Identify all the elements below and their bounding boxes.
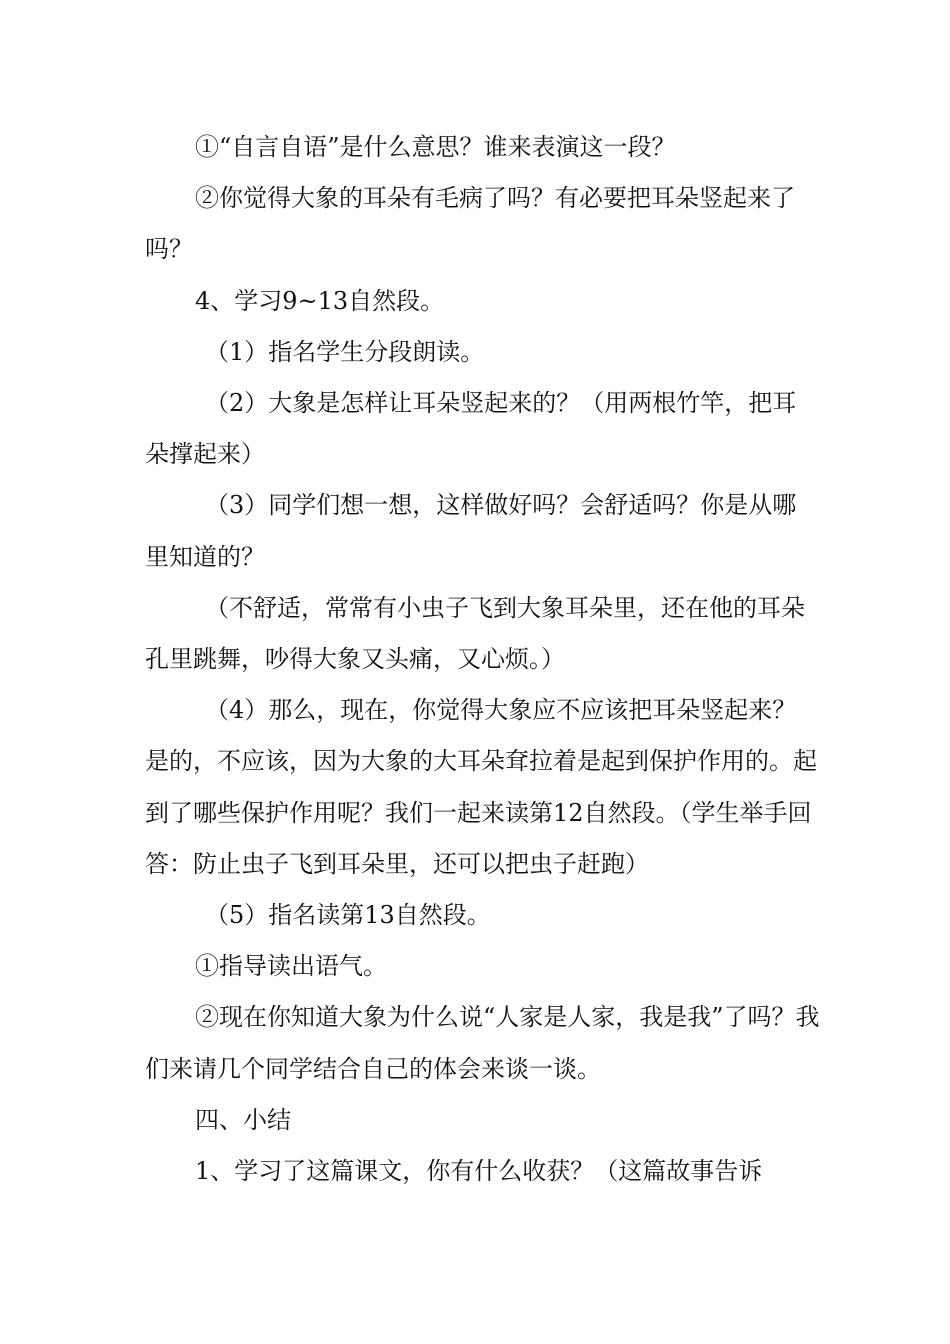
section-heading-summary: 四、小结	[195, 1105, 291, 1134]
paragraph-sub-4: （4）那么，现在，你觉得大象应不应该把耳朵竖起来？是的，不应该，因为大象的大耳朵耷拉着是起到保护作用的。起到了哪些保护作用呢？我们一起来读第12自然段。（学生举手回答：防止虫子飞到耳朵里，还可以把虫子赶跑）	[145, 696, 817, 878]
paragraph-sub-3: （3）同学们想一想，这样做好吗？会舒适吗？你是从哪里知道的？	[145, 491, 797, 571]
paragraph-sub-1: （1）指名学生分段朗读。	[205, 337, 485, 366]
paragraph-question-1: ①“自言自语”是什么意思？谁来表演这一段？	[195, 133, 676, 161]
paragraph-answer-3: （不舒适，常常有小虫子飞到大象耳朵里，还在他的耳朵孔里跳舞，吵得大象又头痛，又心烦。）	[145, 593, 805, 674]
paragraph-sub-5: （5）指名读第13自然段。	[205, 901, 491, 930]
paragraph-guide-1: ①指导读出语气。	[195, 952, 387, 981]
paragraph-question-2: ②你觉得大象的耳朵有毛病了吗？有必要把耳朵竖起来了吗？	[145, 184, 795, 264]
paragraph-step-4: 4、学习9~13自然段。	[195, 286, 445, 315]
paragraph-summary-1: 1、学习了这篇课文，你有什么收获？（这篇故事告诉	[195, 1157, 763, 1186]
paragraph-guide-2: ②现在你知道大象为什么说“人家是人家，我是我”了吗？我们来请几个同学结合自己的体会来谈一谈。	[145, 1003, 820, 1083]
document-body	[145, 122, 820, 1197]
paragraph-sub-2: （2）大象是怎样让耳朵竖起来的？（用两根竹竿，把耳朵撑起来）	[145, 389, 797, 469]
